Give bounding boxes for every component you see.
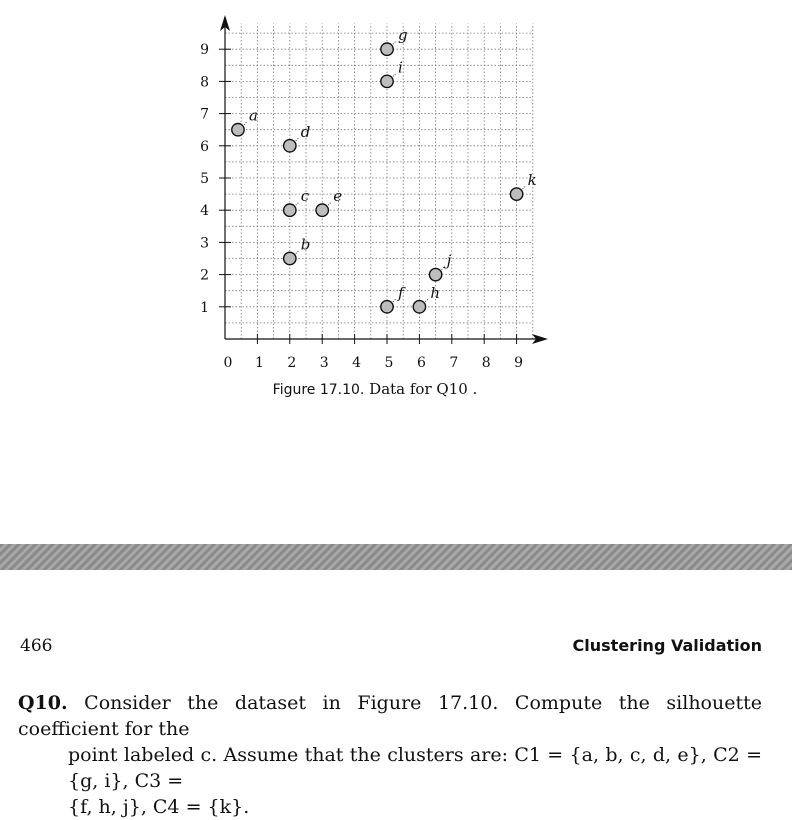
question-line-2: point labeled c. Assume that the clusters are: C1 = {a, b, c, d, e}, C2 = {g, i}, C3 = — [68, 744, 762, 792]
data-point-g — [381, 43, 393, 55]
x-tick-label: 5 — [384, 355, 394, 371]
y-tick-label: 6 — [200, 138, 209, 155]
y-tick-label: 9 — [200, 42, 209, 59]
y-tick-label: 3 — [200, 235, 209, 252]
x-tick-label: 0 — [223, 355, 233, 371]
point-label-leader — [393, 73, 396, 76]
point-label-g: g — [398, 26, 408, 45]
y-tick-label: 5 — [200, 171, 209, 187]
x-tick-label: 3 — [319, 355, 329, 371]
x-tick-label: 7 — [449, 355, 459, 371]
x-tick-label: 4 — [352, 355, 362, 371]
caption-label: Figure 17.10. — [272, 382, 365, 398]
point-label-d: d — [300, 122, 311, 141]
point-label-e: e — [333, 187, 343, 206]
point-label-leader — [393, 299, 396, 302]
point-label-leader — [523, 186, 526, 189]
question-line-3: {f, h, j}, C4 = {k}. — [68, 796, 250, 818]
point-label-k: k — [527, 171, 537, 190]
page-number: 466 — [20, 636, 53, 656]
point-label-leader — [244, 122, 247, 125]
page-divider — [0, 544, 792, 570]
x-tick-label: 6 — [416, 355, 426, 371]
data-point-a — [232, 124, 244, 136]
point-label-f: f — [398, 283, 404, 302]
data-point-k — [510, 188, 522, 200]
question-q10 — [18, 690, 762, 820]
running-head: Clustering Validation — [572, 636, 762, 655]
point-label-b: b — [300, 235, 311, 254]
x-tick-label: 1 — [254, 355, 264, 371]
point-label-leader — [328, 202, 331, 205]
question-label: Q10. — [18, 692, 68, 714]
tick-labels — [200, 42, 523, 371]
point-label-leader — [393, 41, 396, 44]
point-label-leader — [442, 267, 445, 270]
point-label-leader — [296, 202, 299, 205]
point-label-a: a — [248, 106, 258, 125]
y-tick-label: 1 — [200, 299, 209, 316]
caption-text: Data for Q10 . — [369, 380, 478, 398]
point-label-h: h — [430, 283, 441, 302]
data-points — [232, 26, 537, 313]
question-line-1: Consider the dataset in Figure 17.10. Compute the silhouette coefficient for the — [18, 692, 762, 740]
y-tick-label: 2 — [200, 267, 209, 284]
data-point-i — [381, 75, 393, 87]
y-tick-label: 7 — [200, 106, 209, 123]
point-label-leader — [425, 299, 428, 302]
data-point-b — [284, 252, 296, 264]
x-tick-label: 9 — [514, 355, 524, 371]
point-label-i: i — [398, 58, 403, 77]
point-label-leader — [296, 138, 299, 141]
point-label-leader — [296, 251, 299, 254]
data-point-j — [429, 268, 441, 280]
axes — [219, 15, 548, 344]
point-label-c: c — [300, 187, 310, 206]
x-tick-label: 8 — [481, 355, 491, 371]
point-label-j: j — [446, 251, 452, 270]
data-point-f — [381, 301, 393, 313]
figure-caption — [0, 380, 750, 398]
data-point-h — [413, 301, 425, 313]
data-point-e — [316, 204, 328, 216]
y-tick-label: 4 — [200, 203, 209, 220]
grid — [225, 23, 533, 339]
data-point-d — [284, 140, 296, 152]
scatter-plot — [0, 0, 792, 380]
x-tick-label: 2 — [287, 355, 297, 371]
data-point-c — [284, 204, 296, 216]
y-tick-label: 8 — [200, 74, 209, 91]
